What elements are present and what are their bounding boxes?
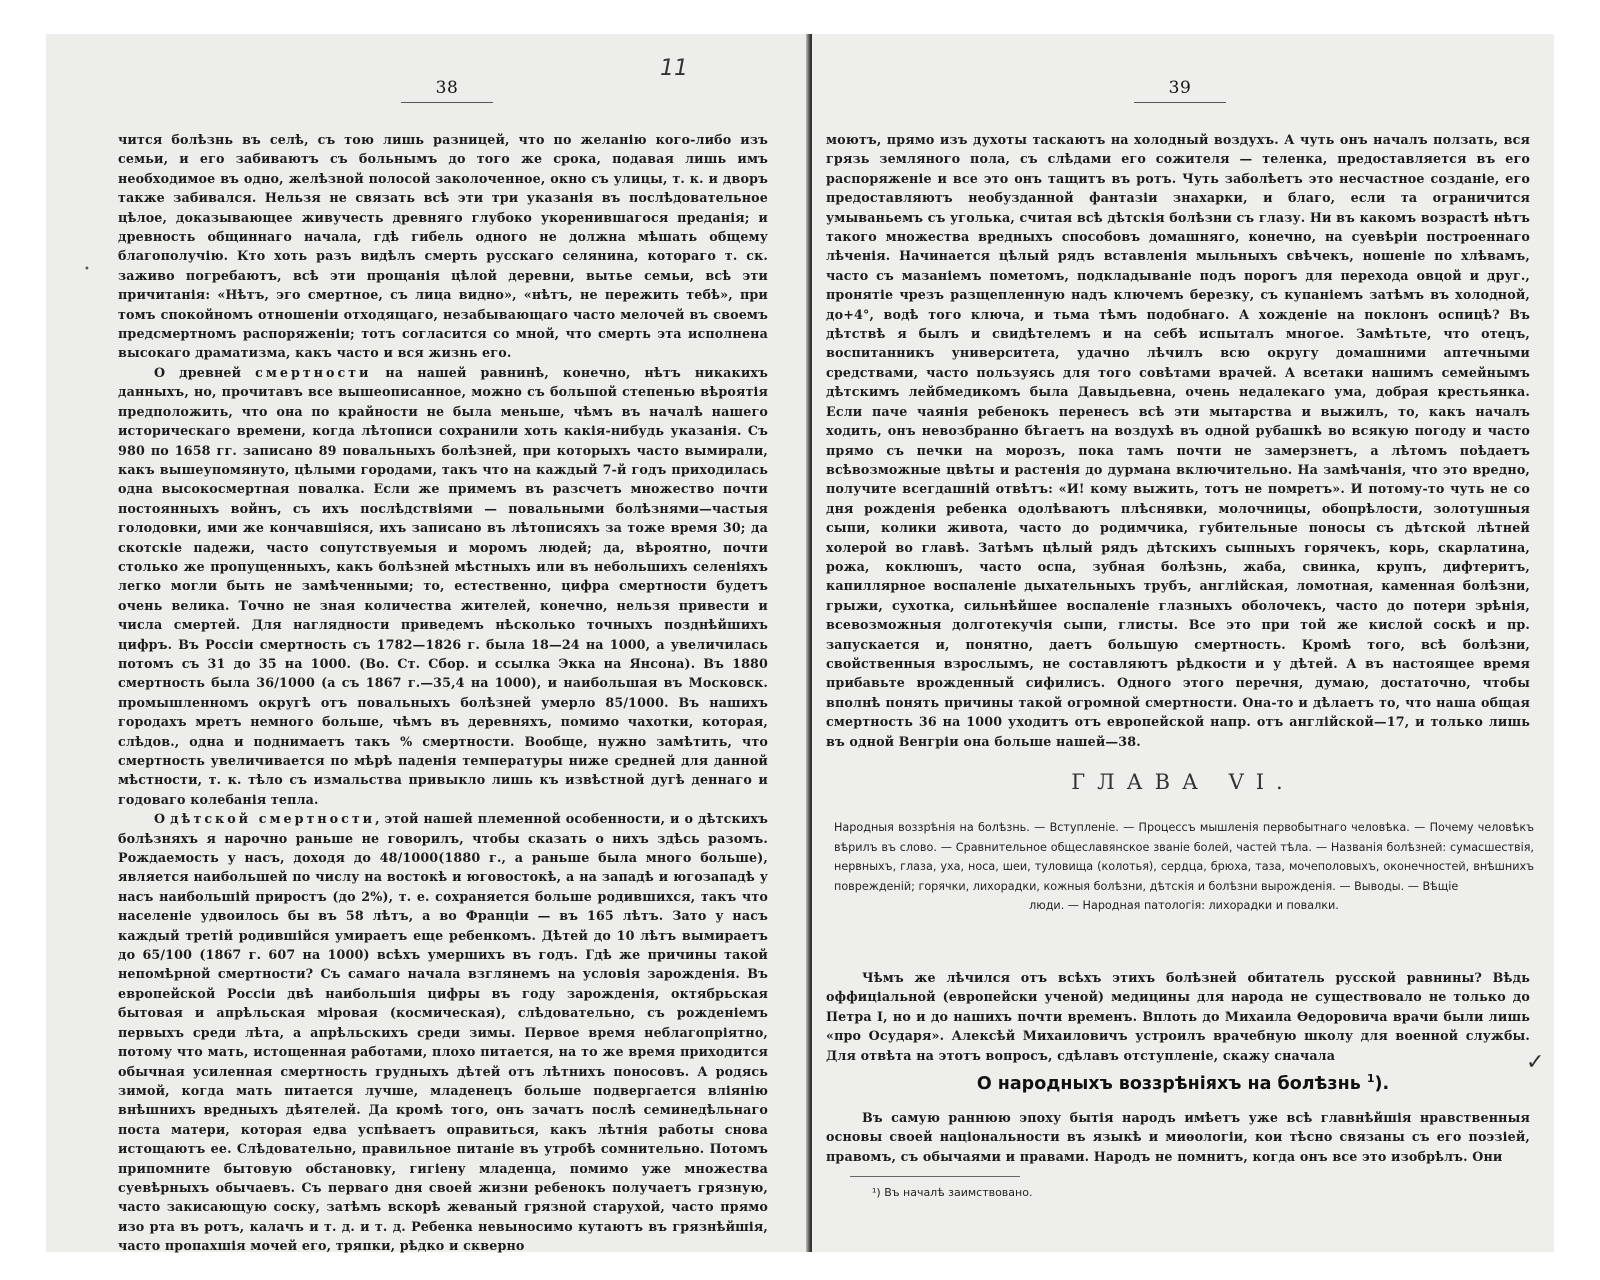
left-paragraph-3-start: О	[154, 811, 171, 827]
footnote: ¹) Въ началѣ заимствовано.	[872, 1186, 1033, 1199]
left-paragraph-2-emphasis: смертности	[255, 364, 372, 380]
left-text-column	[118, 130, 768, 1256]
chapter-summary	[834, 818, 1534, 916]
section-title	[812, 1072, 1554, 1094]
chapter-summary-text: Народныя воззрѣнія на болѣзнь. — Вступленіе. — Процессъ мышленія первобытнаго человѣка. — Почему человѣкъ вѣрилъ въ слово. — Сравнительное общеславянское званіе болей, частей тѣла. — Названія болѣзней: сумасшествія, нервныхъ, глаза, уха, носа, шеи, туловища (колотья), сердца, брюха, таза, мочеполовыхъ, оконечностей, внѣшнихъ поврежденій; горячки, лихорадки, кожныя болѣзни, дѣтскія и болѣзни вырожденія. — Выводы. — Вѣщіе	[834, 821, 1534, 893]
intro-text-column	[826, 968, 1530, 1065]
page-number-rule-left	[401, 102, 493, 103]
book-spread	[46, 34, 1554, 1252]
section-paragraph: Въ самую раннюю эпоху бытія народъ имѣетъ уже всѣ главнѣйшія нравственныя основы своей національности въ языкѣ и миѳологіи, кои тѣсно связаны съ его поэзіей, правомъ, съ обычаями и правами. Народъ не помнитъ, когда онъ все это изобрѣлъ. Они	[826, 1110, 1530, 1164]
section-title-end: ).	[1374, 1073, 1390, 1094]
left-paragraph-3-emphasis: дѣтской смертности	[170, 811, 376, 827]
right-text-column	[826, 130, 1530, 751]
left-paragraph-3	[118, 809, 768, 1255]
section-title-footnote-mark: 1	[1366, 1072, 1375, 1085]
left-page	[46, 34, 812, 1252]
left-paragraph-3-body: , этой нашей племенной особенности, и о дѣтскихъ болѣзняхъ я нарочно раньше не говорилъ, чтобы сказать о нихъ здѣсь разомъ. Рождаемость у насъ, доходя до 48/1000(1880 г., а раньше была много больше), является наибольшей по числу на востокѣ и юговостокѣ, а на западѣ и югозападѣ у насъ наибольшій приростъ (до 2%), т. е. сохраняется больше родившихся, такъ что населеніе удвоилось бы въ 58 лѣтъ, а во Франціи — въ 165 лѣтъ. Зато у насъ каждый третій родившійся умираетъ еще ребенкомъ. Дѣтей до 10 лѣтъ вымираетъ до 65/100 (1867 г. 607 на 1000) всѣхъ умершихъ въ годъ. Гдѣ же причины такой непомѣрной смертности? Съ самаго начала взглянемъ на условія зарожденія. Въ европейской Россіи двѣ наибольшія цифры въ году зарожденія, октябрьская бытовая и апрѣльская міровая (космическая), слѣдовательно, съ рожденіемъ первыхъ среди лѣта, а апрѣльскихъ среди зимы. Первое время неблагопріятно, потому что мать, истощенная работами, плохо питается, на то же время приходится обычная усиленная смертность грудныхъ дѣтей отъ лѣтнихъ поносовъ. А родясь зимой, когда мать питается лучше, младенецъ больше подвергается вліянію внѣшнихъ вредныхъ дѣятелей. Да кромѣ того, онъ зачатъ послѣ семинедѣльнаго поста матери, которая едва успѣваетъ оправиться, какъ лѣтнія работы снова истощаютъ ее. Слѣдовательно, правильное питаніе въ утробѣ сомнительно. Потомъ припомните бытовую обстановку, гигіену младенца, помимо уже множества суевѣрныхъ обычаевъ. Съ перваго дня своей жизни ребенокъ получаетъ грязную, часто закисающую соску, затѣмъ вскорѣ жеваный грязной старухой, часто прямо изо рта въ ротъ, калачъ и т. д. и т. д. Ребенка невыносимо кутаютъ въ грязнѣйшія, часто пропахшія мочей его, тряпки, рѣдко и скверно	[118, 811, 768, 1254]
margin-dot: •	[84, 264, 90, 275]
right-paragraph-1: моютъ, прямо изъ духоты таскаютъ на холодный воздухъ. А чуть онъ началъ ползать, вся грязь земляного пола, съ слѣдами его сожителя — теленка, предоставляется въ его распоряженіе и все это онъ тащитъ въ ротъ. Чуть заболѣетъ это несчастное созданіе, его предоставляютъ необузданной фантазіи знахарки, и благо, если та ограничится умываньемъ съ уголька, считая всѣ дѣтскія болѣзни съ глазу. Ни въ какомъ возрастѣ нѣтъ такого множества вредныхъ способовъ домашняго, конечно, на суевѣріи построеннаго лѣченія. Начинается цѣлый рядъ вставленія мыльныхъ свѣчекъ, ношеніе по хлѣвамъ, часто съ мазаніемъ пометомъ, подкладываніе подъ порогъ для перехода овцой и друг., пронятіе чрезъ разщепленную надъ ключемъ березку, съ купаніемъ затѣмъ въ холодной, до+4°, водѣ того ключа, и тьма тѣмъ подобнаго. А хожденіе на поклонъ оспицѣ? Въ дѣтствѣ я былъ и свидѣтелемъ и на себѣ испыталъ многое. Замѣтьте, что отецъ, воспитанникъ университета, удачно лѣчилъ всю округу домашними аптечными средствами, часто пользуясь для того совѣтами врачей. А всетаки нашимъ семейнымъ дѣтскимъ лейбмедикомъ была Давыдьевна, очень недалекаго ума, добрая крестьянка. Если паче чаянія ребенокъ перенесъ всѣ эти мытарства и выжилъ, то, какъ началъ ходить, онъ невозбранно бѣгаетъ на воздухѣ въ одной рубашкѣ во всякую погоду и часто прямо съ печки на морозъ, пока тамъ почти не замерзнетъ, а лѣтомъ поѣдаетъ всѣвозможные цвѣты и растенія до дурмана включительно. На замѣчанія, что это вредно, получите всегдашній отвѣтъ: «И! кому выжить, тотъ не помретъ». И потому-то чуть не со дня рожденія ребенка одолѣваютъ плѣснявки, молочницы, обопрѣлости, золотушныя сыпи, колики живота, часто до родимчика, губительные поносы съ дѣтской лѣтней холерой во главѣ. Затѣмъ цѣлый рядъ дѣтскихъ сыпныхъ горячекъ, корь, скарлатина, рожа, коклюшъ, часто оспа, зубная болѣзнь, жаба, свинка, крупъ, дифтеритъ, капиллярное воспаленіе дыхательныхъ трубъ, англійская, ломотная, каменная болѣзни, грыжи, сухотка, сильнѣйшее воспаленіе глазныхъ оболочекъ, часто до потери зрѣнія, всевозможныя долготекучія сыпи, глисты. Все это при той же кислой соскѣ и пр. запускается и, понятно, даетъ большую смертность. Кромѣ того, всѣ болѣзни, свойственныя взрослымъ, не составляютъ рѣдкости и у дѣтей. А въ настоящее время прибавьте врожденный сифилисъ. Одного этого перечня, думаю, достаточно, чтобы вполнѣ понять причины такой огромной смертности. Она-то и дѣлаетъ то, что наша общая смертность 36 на 1000 уходитъ отъ европейской напр. отъ англійской—17, и только лишь въ одной Венгріи она больше нашей—38.	[826, 132, 1530, 749]
chapter-summary-last-line: люди. — Народная патологія: лихорадки и повалки.	[1029, 899, 1339, 912]
section-text-column	[826, 1108, 1530, 1166]
left-paragraph-2-body: на нашей равнинѣ, конечно, нѣтъ никакихъ данныхъ, но, прочитавъ все вышеописанное, можно съ большой степенью вѣроятія предположить, что она по крайности не была меньше, чѣмъ въ началѣ нашего историческаго времени, когда лѣтописи сохранили хоть какія-нибудь указанія. Съ 980 по 1658 гг. записано 89 повальныхъ болѣзней, при которыхъ часто вымирали, какъ вышеупомянуто, цѣлыми городами, такъ что на каждый 7-й годъ приходилась одна высокосмертная повалка. Если же примемъ въ разсчетъ множество почти постоянныхъ войнъ, съ ихъ послѣдствіями — повальными болѣзнями—частыя голодовки, ими же кончавшіяся, ихъ записано въ лѣтописяхъ за тоже время 30; да скотскіе падежи, часто сопутствуемыя и моромъ людей; да, вѣроятно, почти столько же пропущенныхъ, какъ болѣзней мѣстныхъ или въ небольшихъ селеніяхъ легко могли быть не замѣченными; то, естественно, цифра смертности будетъ очень велика. Точно не зная количества жителей, конечно, нельзя привести и числа смертей. Для наглядности приведемъ нѣсколько точныхъ позднѣйшихъ цифръ. Въ Россіи смертность съ 1782—1826 г. была 18—24 на 1000, а увеличилась потомъ съ 31 до 35 на 1000. (Во. Ст. Сбор. и ссылка Экка на Янсона). Въ 1880 смертность была 36/1000 (а съ 1867 г.—35,4 на 1000), и наибольшая въ Московск. промышленномъ округѣ отъ повальныхъ болѣзней умерло 85/1000. Въ нашихъ городахъ мретъ немного больше, чѣмъ въ деревняхъ, помимо чахотки, которая, слѣдов., одна и поднимаетъ такъ % смертности. Вообще, нужно замѣтить, что смертность увеличивается по мѣрѣ паденія температуры ниже средней для данной мѣстности, т. к. тѣло съ измальства привыкло лишь къ извѣстной дугѣ деннаго и годоваго колебанія тепла.	[118, 364, 769, 807]
page-number-left: 38	[435, 78, 459, 98]
margin-pencil-mark: 11	[660, 56, 688, 81]
intro-paragraph: Чѣмъ же лѣчился отъ всѣхъ этихъ болѣзней обитатель русской равнины? Вѣдь оффиціальной (европейски ученой) медицины для народа не существовало не только до Петра I, но и до нашихъ почти временъ. Вплоть до Михаила Ѳедоровича врачи были лишь «про Осударя». Алексѣй Михаиловичъ устроилъ врачебную школу для военной службы. Для отвѣта на этотъ вопросъ, сдѣлавъ отступленіе, скажу сначала	[826, 970, 1530, 1063]
left-paragraph-2	[118, 363, 768, 809]
margin-check-icon: ✓	[1526, 1050, 1545, 1075]
footnote-rule	[850, 1176, 1020, 1177]
left-paragraph-1: чится болѣзнь въ селѣ, съ тою лишь разницей, что по желанію кого-либо изъ семьи, и его забиваютъ съ больнымъ до того же срока, подавая лишь имъ необходимое въ одно, желѣзной полосой заколоченное, окно съ улицы, т. к. и дворъ также забивался. Нельзя не связать всѣ эти три указанія въ послѣдовательное цѣлое, доказывающее живучесть древняго глубоко укоренившагося преданія; и древность общиннаго начала, гдѣ гибель одного не должна мѣшать общему благополучію. Кто хоть разъ видѣлъ смерть русскаго селянина, котораго т. ск. заживо погребаютъ, всѣ эти прощанія цѣлой деревни, вытье семьи, всѣ эти причитанія: «Нѣтъ, эго смертное, съ лица видно», «нѣтъ, не пережить тебѣ», при томъ спокойномъ отношеніи отходящаго, незабывающаго часто мелочей въ своемъ предсмертномъ распоряженіи; тотъ согласится со мной, что смерть эта исполнена высокаго драматизма, какъ часто и вся жизнь его.	[118, 132, 768, 361]
chapter-heading: ГЛАВА VI.	[1071, 770, 1295, 794]
page-number-rule-right	[1134, 102, 1226, 103]
right-page	[812, 34, 1554, 1252]
left-paragraph-2-start: О древней	[154, 364, 256, 380]
section-title-text: О народныхъ воззрѣніяхъ на болѣзнь	[976, 1073, 1361, 1094]
page-number-right: 39	[1168, 78, 1192, 98]
